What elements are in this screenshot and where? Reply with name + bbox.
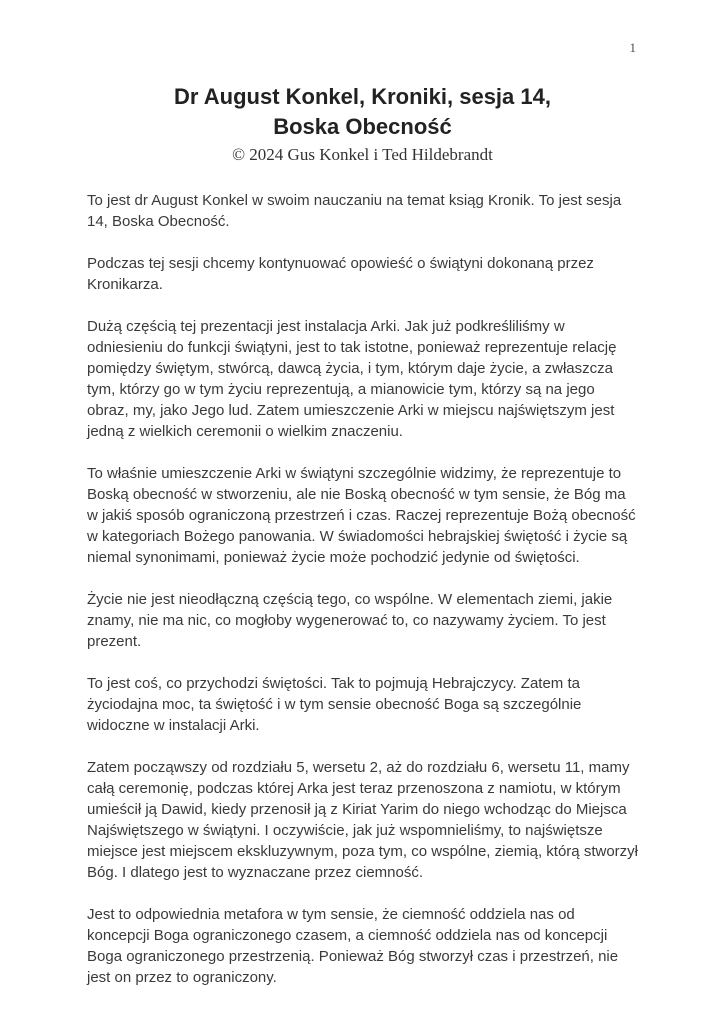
page-number: 1 — [629, 40, 636, 55]
paragraph: To jest dr August Konkel w swoim nauczaniu na temat ksiąg Kronik. To jest sesja 14, Boska Obecność. — [87, 192, 622, 230]
document-title-line-2: Boska Obecność — [273, 114, 452, 139]
paragraph: Podczas tej sesji chcemy kontynuować opowieść o świątyni dokonaną przez Kronikarza. — [87, 255, 594, 293]
paragraph: Jest to odpowiednia metafora w tym sensie, że ciemność oddziela nas od koncepcji Boga ograniczonego czasem, a ciemność oddziela nas od koncepcji Boga ograniczonego przestrzenią. Ponieważ Bóg stworzył czas i przestrzeń, nie jest on przez to ograniczony. — [87, 906, 619, 986]
document-header — [87, 82, 638, 166]
paragraph: To właśnie umieszczenie Arki w świątyni szczególnie widzimy, że reprezentuje to Boską obecność w stworzeniu, ale nie Boską obecność w tym sensie, że Bóg ma w jakiś sposób ograniczoną przestrzeń i czas. Raczej reprezentuje Bożą obecność w kategoriach Bożego panowania. W świadomości hebrajskiej świętość i życie są niemal synonimami, ponieważ życie może pochodzić jedynie od świętości. — [87, 465, 636, 566]
document-title-line-1: Dr August Konkel, Kroniki, sesja 14, — [174, 84, 551, 109]
copyright-line: © 2024 Gus Konkel i Ted Hildebrandt — [232, 145, 493, 164]
paragraph: To jest coś, co przychodzi świętości. Tak to pojmują Hebrajczycy. Zatem ta życiodajna moc, ta świętość i w tym sensie obecność Boga są szczególnie widoczne w instalacji Arki. — [87, 675, 582, 734]
paragraph: Zatem począwszy od rozdziału 5, wersetu 2, aż do rozdziału 6, wersetu 11, mamy całą ceremonię, podczas której Arka jest teraz przenoszona z namiotu, w którym umieścił ją Dawid, kiedy przenosił ją z Kiriat Yarim do niego wchodząc do Miejsca Najświętszego w świątyni. I oczywiście, jak już wspomnieliśmy, to najświętsze miejsce jest miejscem ekskluzywnym, poza tym, co wspólne, ziemią, którą stworzył Bóg. I dlatego jest to wyznaczane przez ciemność. — [87, 759, 638, 881]
paragraph: Dużą częścią tej prezentacji jest instalacja Arki. Jak już podkreśliliśmy w odniesieniu do funkcji świątyni, jest to tak istotne, ponieważ reprezentuje relację pomiędzy świętym, stwórcą, dawcą życia, i tym, którym daje życie, a zwłaszcza tym, którzy go w tym życiu reprezentują, a mianowicie tym, którzy są na jego obraz, my, jako Jego lud. Zatem umieszczenie Arki w miejscu najświętszym jest jedną z wielkich ceremonii o wielkim znaczeniu. — [87, 318, 617, 440]
document-title — [87, 82, 638, 142]
paragraph: Życie nie jest nieodłączną częścią tego, co wspólne. W elementach ziemi, jakie znamy, nie ma nic, co mogłoby wygenerować to, co nazywamy życiem. To jest prezent. — [87, 591, 613, 650]
document-body — [87, 190, 638, 988]
